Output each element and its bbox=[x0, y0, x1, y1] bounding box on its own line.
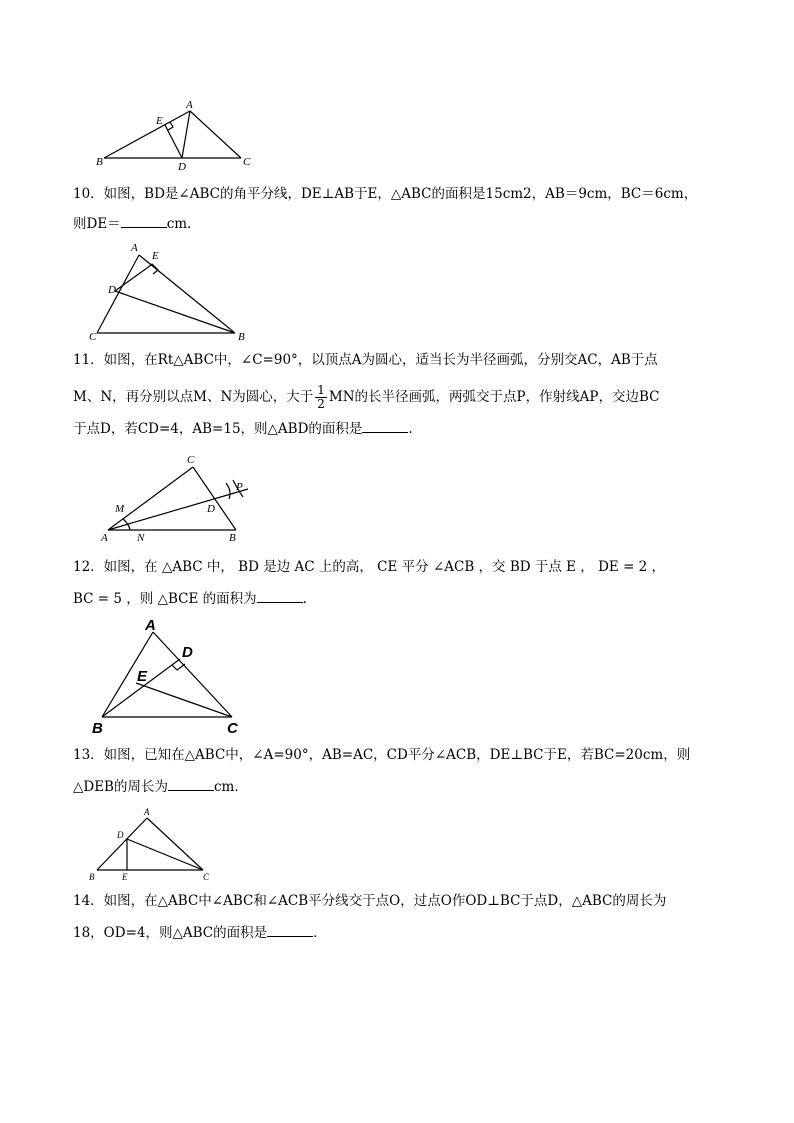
label-c: C bbox=[203, 872, 210, 882]
label-d: D bbox=[108, 284, 116, 296]
question-11-part-b: MN的长半径画弧，两弧交于点P，作射线AP，交边BC bbox=[328, 389, 660, 405]
answer-blank[interactable] bbox=[267, 924, 313, 937]
label-d: D bbox=[117, 830, 124, 840]
question-12-suffix: . bbox=[302, 591, 307, 607]
question-14 bbox=[73, 891, 733, 943]
label-n: N bbox=[137, 532, 145, 544]
label-d: D bbox=[182, 644, 193, 661]
question-10-prefix: 则DE＝ bbox=[73, 216, 121, 232]
question-14-prefix: 18，OD=4，则△ABC的面积是 bbox=[73, 925, 268, 941]
label-a: A bbox=[144, 807, 150, 817]
question-12-line-1: 12．如图，在 △ABC 中， BD 是边 AC 上的高， CE 平分 ∠ACB ，交 BD 于点 E ， DE = 2 ， bbox=[73, 559, 666, 575]
question-13-suffix: cm． bbox=[213, 779, 248, 795]
label-m: M bbox=[115, 503, 125, 515]
label-a: A bbox=[101, 532, 108, 544]
label-b: B bbox=[89, 872, 95, 882]
question-14-line-2 bbox=[73, 923, 733, 943]
label-b: B bbox=[92, 720, 103, 737]
question-12-prefix: BC = 5 ，则 △BCE 的面积为 bbox=[73, 591, 257, 607]
question-11-line-1: 11．如图，在Rt△ABC中，∠C=90°，以顶点A为圆心，适当长为半径画弧，分别交AC，AB于点 bbox=[73, 352, 658, 368]
label-p: P bbox=[236, 481, 243, 493]
fraction-one-half: $\frac{1}{2}$ bbox=[317, 383, 325, 411]
label-c: C bbox=[89, 331, 97, 343]
label-e: E bbox=[122, 872, 128, 882]
label-c: C bbox=[187, 454, 195, 466]
label-b: B bbox=[96, 156, 103, 168]
label-c: C bbox=[227, 720, 238, 737]
label-a: A bbox=[186, 99, 193, 111]
question-11-suffix: . bbox=[408, 421, 413, 437]
label-b: B bbox=[229, 532, 236, 544]
label-e: E bbox=[156, 115, 163, 127]
question-13-line-1: 13．如图，已知在△ABC中，∠A=90°，AB=AC，CD平分∠ACB，DE⊥BC于E，若BC=20cm，则 bbox=[73, 747, 691, 763]
question-11-part-a: M、N，再分别以点M、N为圆心，大于 bbox=[73, 389, 314, 405]
label-e: E bbox=[137, 668, 148, 685]
label-b: B bbox=[238, 331, 245, 343]
question-14-line-1: 14．如图，在△ABC中∠ABC和∠ACB平分线交于点O，过点O作OD⊥BC于点D，△ABC的周长为 bbox=[73, 893, 667, 909]
question-10-line-1: 10．如图，BD是∠ABC的角平分线，DE⊥AB于E，△ABC的面积是15cm2，AB＝9cm，BC＝6cm， bbox=[73, 186, 698, 202]
question-14-suffix: ． bbox=[313, 925, 327, 941]
label-d: D bbox=[178, 161, 186, 173]
question-11-prefix: 于点D，若CD=4，AB=15，则△ABD的面积是 bbox=[73, 421, 363, 437]
label-a: A bbox=[131, 242, 138, 254]
question-10-suffix: cm． bbox=[166, 216, 201, 232]
label-d: D bbox=[207, 503, 215, 515]
label-e: E bbox=[152, 250, 159, 262]
question-13-prefix: △DEB的周长为 bbox=[73, 779, 168, 795]
label-c: C bbox=[243, 156, 251, 168]
label-a: A bbox=[145, 617, 156, 634]
